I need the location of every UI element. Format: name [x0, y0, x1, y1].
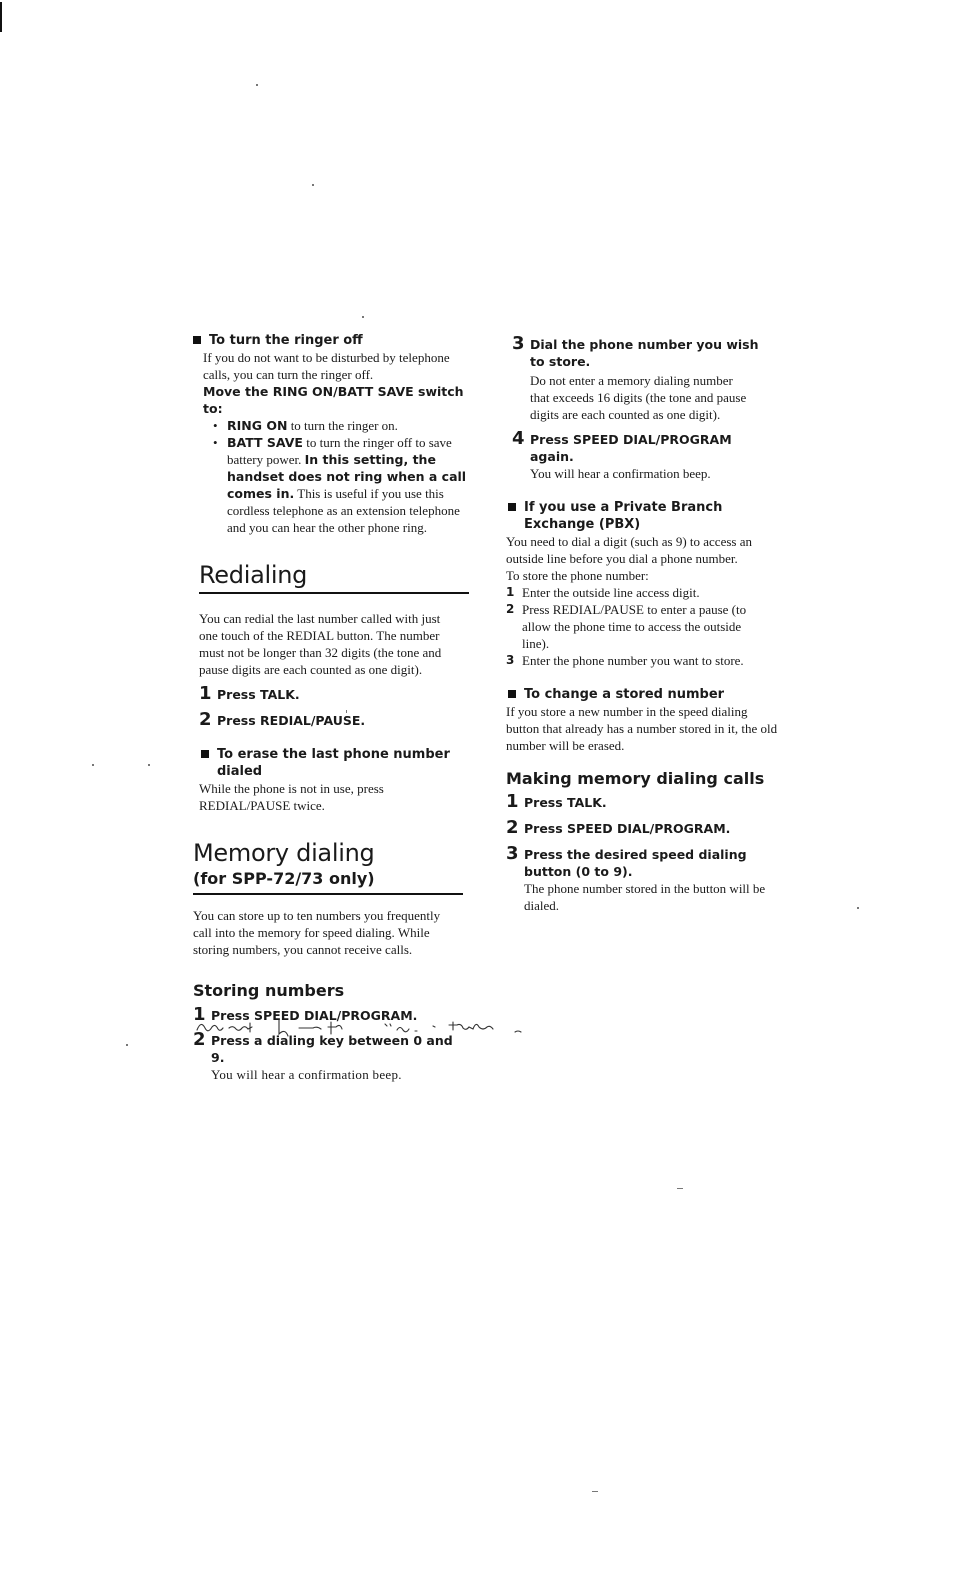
ringer-options — [203, 417, 476, 536]
pbx-section — [506, 499, 778, 669]
memory-rule — [193, 893, 463, 895]
step-description: The phone number stored in the button will be dialed. — [524, 881, 766, 913]
making-title: Making memory dialing calls — [506, 769, 765, 788]
erase-heading-text: To erase the last phone number dialed — [217, 747, 450, 779]
redialing-rule — [199, 592, 469, 594]
step-text: Press a dialing key between 0 and 9. — [211, 1033, 453, 1065]
step-number: 3 — [512, 333, 525, 354]
pbx-heading-text: If you use a Private Branch Exchange (PBX) — [524, 500, 723, 532]
step-text: Press SPEED DIAL/PROGRAM again. — [530, 432, 732, 464]
ringer-heading-text: To turn the ringer off — [209, 333, 363, 348]
step-number: 2 — [199, 709, 212, 730]
redialing-intro: You can redial the last number called with just one touch of the REDIAL button. The number must not be longer than 32 digits (the tone and pause digits are each counted as one digit). — [199, 611, 442, 677]
option-text: to turn the ringer on. — [287, 418, 398, 433]
pbx-step-number: 2 — [506, 602, 515, 616]
pbx-step-number: 3 — [506, 653, 515, 667]
change-section — [506, 686, 778, 754]
pbx-steps — [506, 584, 766, 669]
redialing-section — [191, 560, 476, 814]
pbx-step — [506, 652, 766, 669]
step-text: Press TALK. — [524, 795, 607, 810]
ringer-option-ring-on — [203, 417, 476, 434]
step-text: Press REDIAL/PAUSE. — [217, 713, 366, 728]
pbx-step — [506, 601, 766, 652]
change-text: If you store a new number in the speed dialing button that already has a number stored in it, the old number will be erased. — [506, 704, 778, 753]
square-bullet-icon — [193, 336, 201, 344]
scan-speck — [126, 1044, 128, 1046]
step-description: Do not enter a memory dialing number that exceeds 16 digits (the tone and pause digits are each counted as one digit). — [530, 373, 747, 422]
pbx-intro: You need to dial a digit (such as 9) to access an outside line before you dial a phone number. — [506, 534, 752, 566]
pbx-step — [506, 584, 766, 601]
pbx-step-text: Enter the outside line access digit. — [522, 585, 700, 600]
ringer-heading — [191, 332, 476, 349]
change-heading-text: To change a stored number — [524, 687, 725, 702]
step-number: 4 — [512, 428, 525, 449]
scan-speck — [148, 764, 150, 766]
scan-speck — [256, 84, 258, 86]
scan-speck — [677, 1188, 683, 1189]
square-bullet-icon — [508, 690, 516, 698]
step-description: You will hear a confirmation beep. — [211, 1067, 402, 1082]
making-step-3 — [506, 843, 778, 914]
ringer-intro: If you do not want to be disturbed by telephone calls, you can turn the ringer off. — [203, 350, 450, 382]
scan-speck — [592, 1491, 598, 1492]
step-text: Press TALK. — [217, 687, 300, 702]
step-text: Dial the phone number you wish to store. — [530, 337, 759, 369]
step-text: Press SPEED DIAL/PROGRAM. — [211, 1008, 418, 1023]
ringer-instruction: Move the RING ON/BATT SAVE switch to: — [203, 384, 464, 416]
pbx-lead: To store the phone number: — [506, 568, 649, 583]
making-step-1 — [506, 791, 778, 812]
storing-title: Storing numbers — [193, 981, 345, 1000]
scan-speck — [362, 316, 364, 318]
option-tail: This is useful if you use this cordless telephone as an extension telephone and you can hear the other phone ring. — [227, 486, 460, 535]
making-step-2 — [506, 817, 778, 838]
step-number: 1 — [506, 791, 519, 812]
scan-speck — [346, 710, 347, 713]
scan-speck — [92, 764, 94, 766]
store-step-3 — [512, 333, 778, 423]
redial-step-1 — [199, 683, 476, 704]
ringer-option-batt-save — [203, 434, 476, 536]
redial-step-2 — [199, 709, 476, 730]
erase-text: While the phone is not in use, press REDIAL/PAUSE twice. — [199, 781, 384, 813]
option-emphasis: In this setting, the handset does not ring when a call comes in. — [227, 452, 467, 501]
making-section — [506, 768, 778, 914]
store-step-4 — [512, 428, 778, 482]
square-bullet-icon — [508, 503, 516, 511]
handwritten-annotation — [195, 1012, 545, 1040]
memory-subtitle: (for SPP-72/73 only) — [193, 869, 375, 888]
pbx-step-text: Enter the phone number you want to store. — [522, 653, 744, 668]
scan-speck — [857, 907, 859, 909]
redialing-title: Redialing — [199, 561, 308, 589]
step-description: You will hear a confirmation beep. — [530, 466, 711, 481]
step-number: 1 — [193, 1004, 206, 1025]
step-text: Press the desired speed dialing button (0 to 9). — [524, 847, 747, 879]
scan-speck — [0, 2, 2, 32]
left-column — [191, 332, 476, 1083]
pbx-heading — [506, 499, 739, 533]
option-text: to turn the ringer off to save battery power. — [227, 435, 452, 467]
memory-section — [191, 838, 476, 1083]
memory-intro: You can store up to ten numbers you frequently call into the memory for speed dialing. While storing numbers, you cannot receive calls. — [193, 908, 441, 957]
erase-heading — [199, 746, 476, 780]
right-column — [506, 332, 778, 914]
option-term: BATT SAVE — [227, 435, 303, 450]
step-text: Press SPEED DIAL/PROGRAM. — [524, 821, 731, 836]
ringer-section — [191, 332, 476, 536]
step-number: 1 — [199, 683, 212, 704]
step-number: 2 — [193, 1029, 206, 1050]
option-term: RING ON — [227, 418, 288, 433]
step-number: 2 — [506, 817, 519, 838]
change-heading — [506, 686, 778, 703]
pbx-step-number: 1 — [506, 585, 515, 599]
step-number: 3 — [506, 843, 519, 864]
square-bullet-icon — [201, 750, 209, 758]
pbx-step-text: Press REDIAL/PAUSE to enter a pause (to allow the phone time to access the outside line). — [522, 602, 747, 651]
memory-title: Memory dialing — [193, 839, 375, 867]
scan-speck — [312, 184, 314, 186]
